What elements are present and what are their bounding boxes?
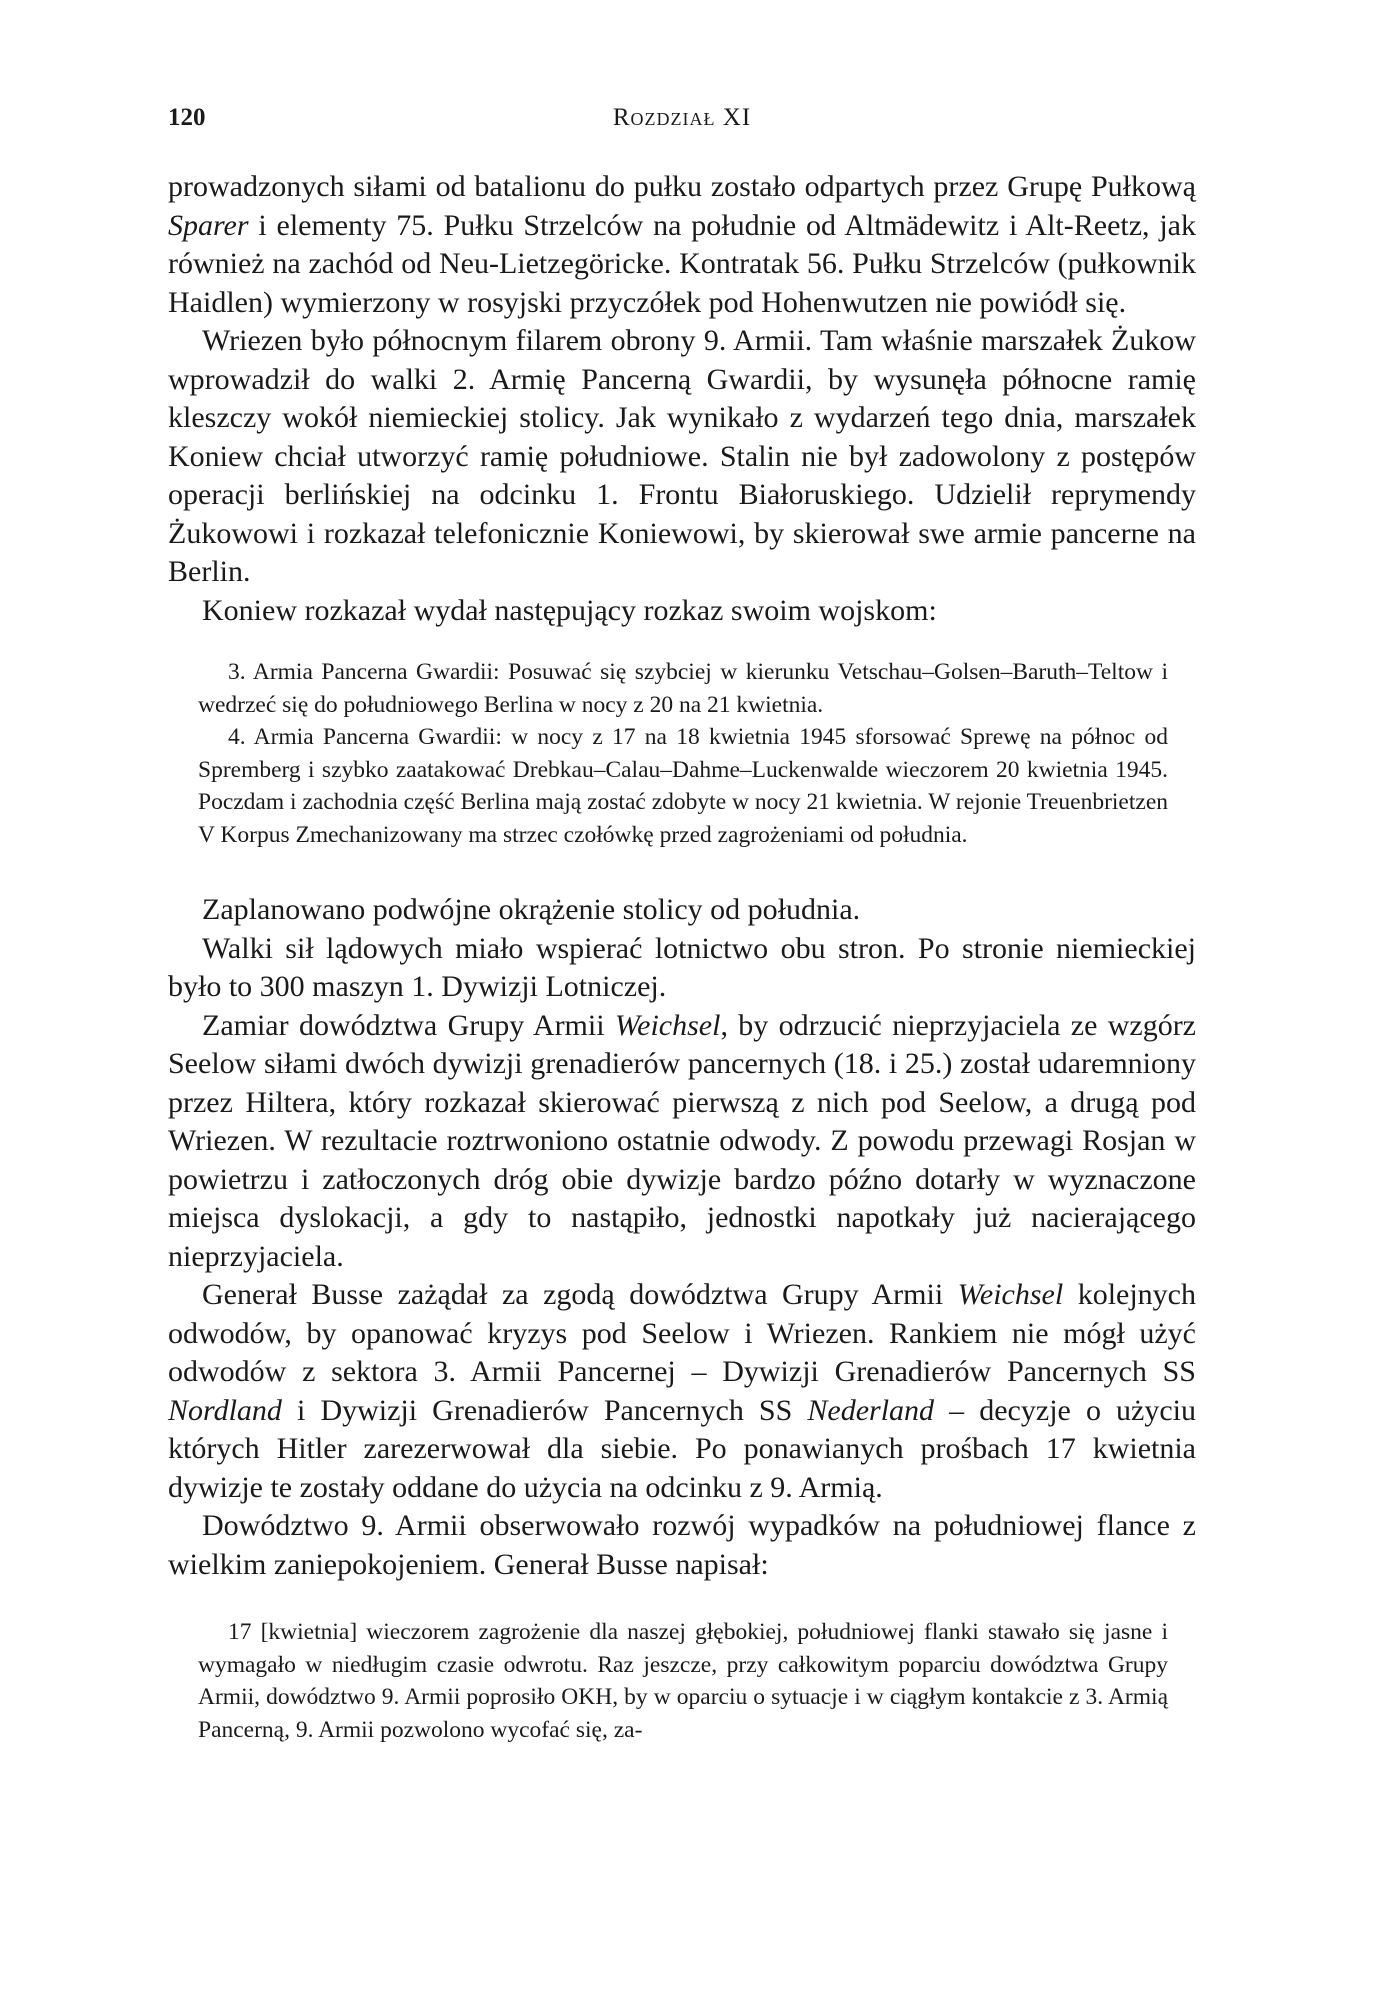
chapter-title: Rozdział XI: [612, 104, 752, 131]
quote-paragraph: 17 [kwietnia] wieczorem zagrożenie dla naszej głębokiej, południowej flanki stawało się jasne i wymagało w niedługim czasie odwrotu. Raz jeszcze, przy całkowitym poparciu dowództwa Grupy Armii, dowództwo 9. Armii poprosiło OKH, by w oparciu o sytuacje i w ciągłym kontakcie z 3. Armią Pancerną, 9. Armii pozwolono wycofać się, za-: [198, 1619, 1168, 1743]
page-number: 120: [168, 104, 206, 131]
emphasis: Weichsel: [614, 1008, 721, 1042]
running-head: [168, 96, 1196, 140]
quote-paragraph: 4. Armia Pancerna Gwardii: w nocy z 17 na 18 kwietnia 1945 sforsować Sprewę na północ od Spremberg i szybko zaatakować Drebkau–Calau–Dahme–Luckenwalde wieczorem 20 kwietnia 1945. Poczdam i zachodnia część Berlina mają zostać zdobyte w nocy 21 kwietnia. W rejonie Treuenbrietzen V Korpus Zmechanizowany ma strzec czołówkę przed zagrożeniami od południa.: [198, 724, 1168, 848]
book-page: [168, 96, 1196, 1746]
paragraph: Generał Busse zażądał za zgodą dowództwa Grupy Armii Weichsel kolejnych odwodów, by opanować kryzys pod Seelow i Wriezen. Rankiem nie mógł użyć odwodów z sektora 3. Armii Pancernej – Dywizji Grenadierów Pancernych SS Nordland i Dywizji Grenadierów Pancernych SS Nederland – decyzje o użyciu których Hitler zarezerwował dla siebie. Po ponawianych prośbach 17 kwietnia dywizje te zostały oddane do użycia na odcinku z 9. Armią.: [168, 1278, 1197, 1504]
paragraph: Wriezen było północnym filarem obrony 9. Armii. Tam właśnie marszałek Żukow wprowadził do walki 2. Armię Pancerną Gwardii, by wysunęła północne ramię kleszczy wokół niemieckiej stolicy. Jak wynikało z wydarzeń tego dnia, marszałek Koniew chciał utworzyć ramię południowe. Stalin nie był zadowolony z postępów operacji berlińskiej na odcinku 1. Frontu Białoruskiego. Udzielił reprymendy Żukowowi i rozkazał telefonicznie Koniewowi, by skierował swe armie pancerne na Berlin.: [168, 324, 1196, 588]
emphasis: Nordland: [168, 1393, 282, 1427]
emphasis: Sparer: [168, 208, 249, 242]
paragraph: Zaplanowano podwójne okrążenie stolicy od południa.: [202, 893, 861, 926]
emphasis: Weichsel: [957, 1278, 1064, 1311]
text-body: [168, 168, 1196, 1746]
paragraph: Dowództwo 9. Armii obserwowało rozwój wypadków na południowej flance z wielkim zaniepokojeniem. Generał Busse napisał:: [168, 1509, 1196, 1581]
block-quote: [198, 1616, 1168, 1746]
paragraph-continued: prowadzonych siłami od batalionu do pułku zostało odpartych przez Grupę Pułkową Sparer i elementy 75. Pułku Strzelców na południe od Altmädewitz i Alt-Reetz, jak również na zachód od Neu-Lietzegöricke. Kontratak 56. Pułku Strzelców (pułkownik Haidlen) wymierzony w rosyjski przyczółek pod Hohenwutzen nie powiódł się.: [168, 170, 1196, 319]
paragraph: Walki sił lądowych miało wspierać lotnictwo obu stron. Po stronie niemieckiej było to 300 maszyn 1. Dywizji Lotniczej.: [168, 931, 1196, 1003]
block-quote: [198, 656, 1168, 851]
quote-paragraph: 3. Armia Pancerna Gwardii: Posuwać się szybciej w kierunku Vetschau–Golsen–Baruth–Teltow i wedrzeć się do południowego Berlina w nocy z 20 na 21 kwietnia.: [198, 659, 1168, 718]
emphasis: Nederland: [807, 1393, 935, 1427]
paragraph: Zamiar dowództwa Grupy Armii Weichsel, by odrzucić nieprzyjaciela ze wzgórz Seelow siłami dwóch dywizji grenadierów pancernych (18. i 25.) został udaremniony przez Hiltera, który rozkazał skierować pierwszą z nich pod Seelow, a drugą pod Wriezen. W rezultacie roztrwoniono ostatnie odwody. Z powodu przewagi Rosjan w powietrzu i zatłoczonych dróg obie dywizje bardzo późno dotarły w wyznaczone miejsca dyslokacji, a gdy to nastąpiło, jednostki napotkały już nacierającego nieprzyjaciela.: [168, 1008, 1196, 1273]
paragraph: Koniew rozkazał wydał następujący rozkaz swoim wojskom:: [202, 593, 937, 627]
